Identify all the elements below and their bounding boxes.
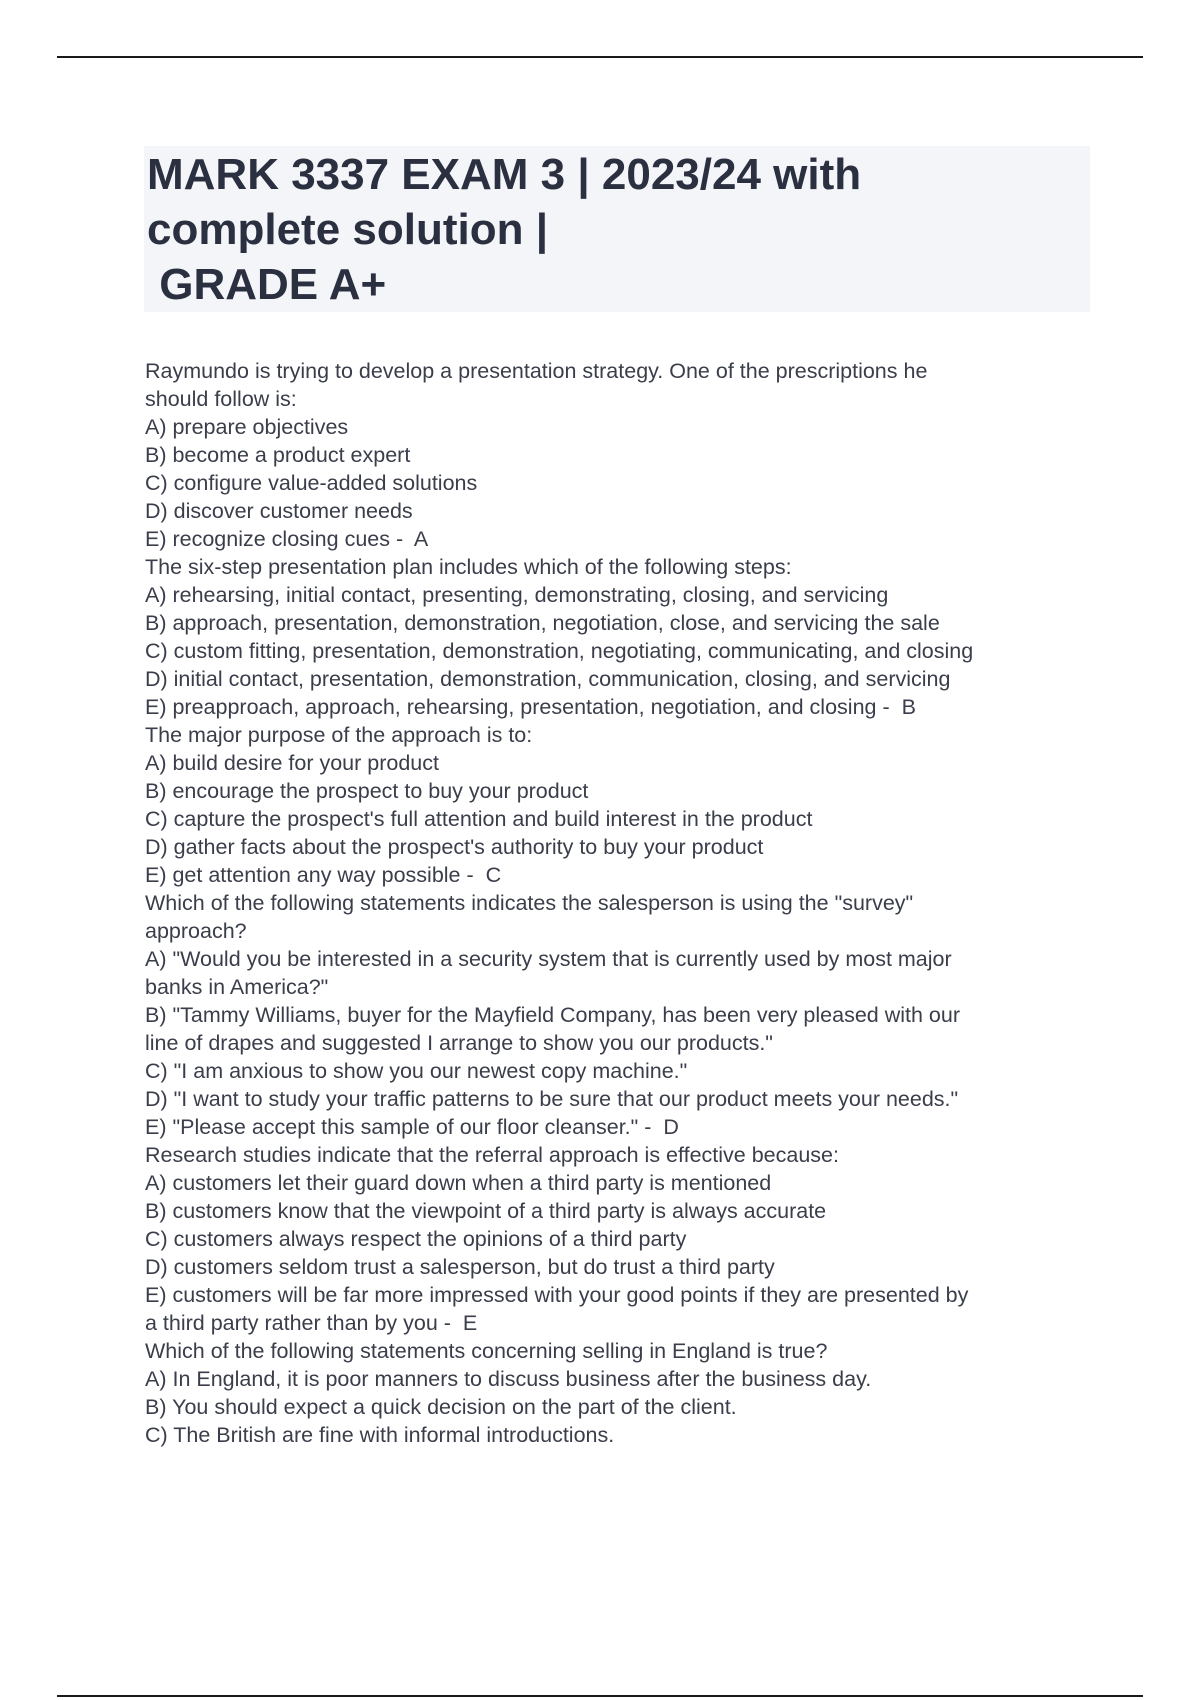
text-line: banks in America?" xyxy=(145,975,329,999)
text-line: C) custom fitting, presentation, demonstration, negotiating, communicating, and closing xyxy=(145,639,974,663)
text-line: D) "I want to study your traffic patterns to be sure that our product meets your needs." xyxy=(145,1087,959,1111)
text-line: Raymundo is trying to develop a presentation strategy. One of the prescriptions he xyxy=(145,359,928,383)
title-line-2: complete solution | xyxy=(147,205,549,254)
text-line: C) configure value-added solutions xyxy=(145,471,478,495)
text-line: B) encourage the prospect to buy your product xyxy=(145,779,589,803)
text-line: a third party rather than by you - E xyxy=(145,1311,478,1335)
text-line: A) "Would you be interested in a security system that is currently used by most major xyxy=(145,947,952,971)
text-line: E) get attention any way possible - C xyxy=(145,863,502,887)
text-line: C) customers always respect the opinions of a third party xyxy=(145,1227,687,1251)
text-line: Research studies indicate that the referral approach is effective because: xyxy=(145,1143,839,1167)
text-line: B) You should expect a quick decision on the part of the client. xyxy=(145,1395,737,1419)
text-line: The major purpose of the approach is to: xyxy=(145,723,533,747)
text-line: C) "I am anxious to show you our newest copy machine." xyxy=(145,1059,688,1083)
text-line: Which of the following statements indicates the salesperson is using the "survey" xyxy=(145,891,914,915)
text-line: A) prepare objectives xyxy=(145,415,349,439)
text-line: E) "Please accept this sample of our floor cleanser." - D xyxy=(145,1115,679,1139)
text-line: The six-step presentation plan includes which of the following steps: xyxy=(145,555,792,579)
document-body xyxy=(145,357,1085,1449)
text-line: Which of the following statements concerning selling in England is true? xyxy=(145,1339,828,1363)
text-line: B) become a product expert xyxy=(145,443,411,467)
text-line: E) recognize closing cues - A xyxy=(145,527,429,551)
text-line: E) preapproach, approach, rehearsing, presentation, negotiation, and closing - B xyxy=(145,695,916,719)
text-line: A) customers let their guard down when a third party is mentioned xyxy=(145,1171,772,1195)
title-line-3: GRADE A+ xyxy=(147,260,387,309)
bottom-divider xyxy=(57,1695,1143,1697)
text-line: D) customers seldom trust a salesperson, but do trust a third party xyxy=(145,1255,775,1279)
text-line: B) customers know that the viewpoint of a third party is always accurate xyxy=(145,1199,827,1223)
text-line: should follow is: xyxy=(145,387,297,411)
text-line: line of drapes and suggested I arrange to show you our products." xyxy=(145,1031,773,1055)
text-line: A) build desire for your product xyxy=(145,751,439,775)
top-divider xyxy=(57,56,1143,58)
text-line: approach? xyxy=(145,919,247,943)
text-line: B) approach, presentation, demonstration, negotiation, close, and servicing the sale xyxy=(145,611,940,635)
text-line: B) "Tammy Williams, buyer for the Mayfield Company, has been very pleased with our xyxy=(145,1003,960,1027)
text-line: D) discover customer needs xyxy=(145,499,413,523)
text-line: A) rehearsing, initial contact, presenting, demonstrating, closing, and servicing xyxy=(145,583,889,607)
text-line: D) initial contact, presentation, demonstration, communication, closing, and servicing xyxy=(145,667,951,691)
text-line: D) gather facts about the prospect's authority to buy your product xyxy=(145,835,764,859)
title-line-1: MARK 3337 EXAM 3 | 2023/24 with xyxy=(147,150,862,199)
text-line: A) In England, it is poor manners to discuss business after the business day. xyxy=(145,1367,872,1391)
text-line: C) The British are fine with informal introductions. xyxy=(145,1423,615,1447)
text-line: E) customers will be far more impressed with your good points if they are presented by xyxy=(145,1283,969,1307)
document-title xyxy=(144,146,1090,312)
text-line: C) capture the prospect's full attention and build interest in the product xyxy=(145,807,813,831)
